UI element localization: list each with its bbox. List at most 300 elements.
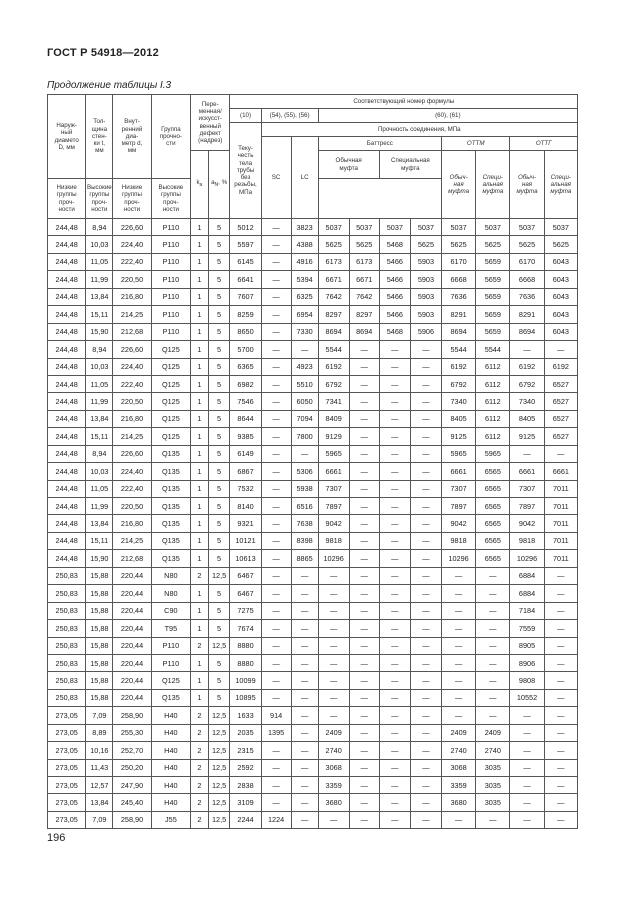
table-cell: 4916 <box>291 253 318 270</box>
table-cell: 244,48 <box>48 445 86 462</box>
table-cell: 914 <box>261 707 291 724</box>
table-cell: 8865 <box>291 550 318 567</box>
table-caption: Продолжение таблицы I.3 <box>47 80 172 91</box>
table-cell: 226,60 <box>113 445 151 462</box>
col-strength-group: Группа прочно- сти <box>151 95 190 179</box>
table-cell: — <box>318 620 349 637</box>
table-cell: 6661 <box>510 463 544 480</box>
table-cell: 1 <box>191 550 209 567</box>
table-cell: 9808 <box>510 672 544 689</box>
table-cell: 5965 <box>476 445 510 462</box>
table-cell: 2 <box>191 567 209 584</box>
table-cell: — <box>261 428 291 445</box>
table-row <box>48 742 578 759</box>
table-cell: 1 <box>191 428 209 445</box>
table-cell: 2740 <box>441 742 475 759</box>
table-cell: 9818 <box>441 532 475 549</box>
table-cell: 244,48 <box>48 393 86 410</box>
table-cell: 5 <box>208 219 230 236</box>
table-cell: — <box>261 375 291 392</box>
table-cell: 5 <box>208 236 230 253</box>
table-row <box>48 707 578 724</box>
table-cell: 6043 <box>544 306 577 323</box>
table-cell: 8650 <box>230 323 261 340</box>
table-cell: — <box>410 393 441 410</box>
table-row <box>48 777 578 794</box>
table-cell: 2740 <box>476 742 510 759</box>
table-cell: 9042 <box>441 515 475 532</box>
table-cell: 6954 <box>291 306 318 323</box>
table-cell: 1 <box>191 271 209 288</box>
table-cell: 5 <box>208 550 230 567</box>
table-cell: 6173 <box>318 253 349 270</box>
table-row <box>48 637 578 654</box>
table-cell: 10613 <box>230 550 261 567</box>
table-cell: 11,05 <box>86 375 113 392</box>
table-cell: — <box>379 341 410 358</box>
table-cell: — <box>318 811 349 828</box>
table-cell: 5510 <box>291 375 318 392</box>
table-cell: 10099 <box>230 672 261 689</box>
table-cell: — <box>441 585 475 602</box>
table-cell: — <box>379 445 410 462</box>
table-cell: 244,48 <box>48 271 86 288</box>
table-cell: 6671 <box>349 271 379 288</box>
table-cell: 3823 <box>291 219 318 236</box>
table-cell: — <box>261 410 291 427</box>
table-cell: 7638 <box>291 515 318 532</box>
table-cell: 6641 <box>230 271 261 288</box>
table-cell: P110 <box>151 323 190 340</box>
table-cell: 6668 <box>441 271 475 288</box>
table-cell: 6043 <box>544 288 577 305</box>
table-cell: — <box>261 672 291 689</box>
table-row <box>48 550 578 567</box>
table-cell: — <box>349 759 379 776</box>
col-high-special: Высокие группы проч- ности <box>151 179 190 219</box>
table-cell: — <box>410 759 441 776</box>
table-cell: 9321 <box>230 515 261 532</box>
table-cell: 5965 <box>441 445 475 462</box>
table-row <box>48 341 578 358</box>
table-cell: 7330 <box>291 323 318 340</box>
table-cell: 216,80 <box>113 515 151 532</box>
table-cell: — <box>410 375 441 392</box>
table-cell: 8905 <box>510 637 544 654</box>
table-cell: 7636 <box>510 288 544 305</box>
table-cell: — <box>349 550 379 567</box>
table-cell: 244,48 <box>48 253 86 270</box>
table-cell: 258,90 <box>113 811 151 828</box>
table-cell: J55 <box>151 811 190 828</box>
table-cell: P110 <box>151 654 190 671</box>
table-row <box>48 794 578 811</box>
table-cell: 5 <box>208 654 230 671</box>
table-cell: — <box>410 724 441 741</box>
table-cell: Q135 <box>151 445 190 462</box>
table-cell: — <box>544 445 577 462</box>
table-cell: — <box>476 567 510 584</box>
table-cell: 2315 <box>230 742 261 759</box>
table-cell: 7800 <box>291 428 318 445</box>
table-cell: 244,48 <box>48 358 86 375</box>
table-cell: — <box>349 358 379 375</box>
table-cell: — <box>318 637 349 654</box>
table-cell: 5625 <box>510 236 544 253</box>
table-cell: 6043 <box>544 253 577 270</box>
table-cell: P110 <box>151 236 190 253</box>
table-cell: — <box>291 654 318 671</box>
table-cell: — <box>544 620 577 637</box>
document-header: ГОСТ Р 54918—2012 <box>47 47 159 59</box>
table-cell: — <box>261 253 291 270</box>
table-cell: — <box>544 585 577 602</box>
table-cell: 8259 <box>230 306 261 323</box>
table-cell: 7636 <box>441 288 475 305</box>
table-cell: — <box>476 811 510 828</box>
table-cell: 1 <box>191 323 209 340</box>
table-cell: P110 <box>151 253 190 270</box>
table-cell: 5466 <box>379 306 410 323</box>
table-cell: — <box>410 550 441 567</box>
table-cell: Q135 <box>151 532 190 549</box>
table-row <box>48 323 578 340</box>
table-cell: 6565 <box>476 550 510 567</box>
table-cell: 6661 <box>441 463 475 480</box>
table-cell: 222,40 <box>113 253 151 270</box>
table-row <box>48 759 578 776</box>
table-cell: 1 <box>191 410 209 427</box>
table-row <box>48 271 578 288</box>
table-cell: — <box>510 341 544 358</box>
table-cell: — <box>441 654 475 671</box>
table-cell: — <box>410 410 441 427</box>
table-cell: 6050 <box>291 393 318 410</box>
table-cell: 13,84 <box>86 288 113 305</box>
table-cell: — <box>349 620 379 637</box>
table-cell: — <box>476 707 510 724</box>
table-cell: 220,50 <box>113 498 151 515</box>
table-cell: — <box>318 654 349 671</box>
table-cell: 15,88 <box>86 567 113 584</box>
table-cell: — <box>510 742 544 759</box>
table-cell: — <box>476 689 510 706</box>
table-cell: — <box>261 637 291 654</box>
table-cell: — <box>291 811 318 828</box>
table-cell: P110 <box>151 637 190 654</box>
table-cell: — <box>261 288 291 305</box>
table-cell: 5 <box>208 480 230 497</box>
table-cell: 3035 <box>476 759 510 776</box>
table-cell: H40 <box>151 724 190 741</box>
table-cell: — <box>349 341 379 358</box>
table-cell: — <box>379 550 410 567</box>
table-cell: 7897 <box>510 498 544 515</box>
table-cell: — <box>261 445 291 462</box>
table-cell: — <box>349 375 379 392</box>
table-cell: 1 <box>191 219 209 236</box>
table-cell: 12,5 <box>208 637 230 654</box>
table-cell: 5037 <box>441 219 475 236</box>
table-cell: — <box>379 567 410 584</box>
table-cell: — <box>379 375 410 392</box>
table-cell: 5394 <box>291 271 318 288</box>
table-cell: 5906 <box>410 323 441 340</box>
table-cell: 273,05 <box>48 794 86 811</box>
table-cell: 1 <box>191 654 209 671</box>
table-cell: 214,25 <box>113 532 151 549</box>
table-cell: 6145 <box>230 253 261 270</box>
table-cell: 13,84 <box>86 515 113 532</box>
formula-header: Соответствующий номер формулы <box>230 95 578 109</box>
table-cell: 250,83 <box>48 567 86 584</box>
table-cell: 7532 <box>230 480 261 497</box>
table-cell: 5903 <box>410 271 441 288</box>
strength-header: Прочность соединения, МПа <box>261 123 577 137</box>
table-cell: — <box>410 794 441 811</box>
table-cell: 220,44 <box>113 689 151 706</box>
table-cell: 5 <box>208 602 230 619</box>
table-cell: 13,84 <box>86 410 113 427</box>
table-cell: — <box>379 689 410 706</box>
table-cell: 12,5 <box>208 724 230 741</box>
table-cell: 220,44 <box>113 567 151 584</box>
table-cell: 1 <box>191 306 209 323</box>
table-cell: 8694 <box>510 323 544 340</box>
table-cell: — <box>410 480 441 497</box>
table-cell: 1 <box>191 463 209 480</box>
table-cell: 9129 <box>318 428 349 445</box>
table-row <box>48 480 578 497</box>
table-cell: 12,5 <box>208 777 230 794</box>
table-cell: 15,11 <box>86 306 113 323</box>
table-cell: — <box>261 358 291 375</box>
table-cell: — <box>441 602 475 619</box>
table-cell: 7607 <box>230 288 261 305</box>
table-cell: 11,99 <box>86 498 113 515</box>
table-cell: — <box>410 445 441 462</box>
col-ottg-special: Специ- альная муфта <box>544 151 577 219</box>
table-cell: 7307 <box>441 480 475 497</box>
table-cell: — <box>544 724 577 741</box>
table-cell: 5 <box>208 253 230 270</box>
table-cell: 7642 <box>318 288 349 305</box>
table-cell: 15,88 <box>86 637 113 654</box>
table-cell: 220,44 <box>113 620 151 637</box>
table-cell: H40 <box>151 777 190 794</box>
table-cell: 15,88 <box>86 602 113 619</box>
table-cell: — <box>379 602 410 619</box>
table-cell: 244,48 <box>48 375 86 392</box>
table-cell: 15,88 <box>86 585 113 602</box>
table-cell: — <box>318 602 349 619</box>
table-cell: — <box>261 341 291 358</box>
table-cell: 6565 <box>476 498 510 515</box>
table-cell: — <box>441 689 475 706</box>
table-cell: 245,40 <box>113 794 151 811</box>
table-cell: 4388 <box>291 236 318 253</box>
table-cell: — <box>441 637 475 654</box>
table-cell: 7011 <box>544 532 577 549</box>
table-row <box>48 602 578 619</box>
table-cell: 2 <box>191 794 209 811</box>
table-cell: 1 <box>191 585 209 602</box>
table-cell: 214,25 <box>113 428 151 445</box>
col-low-normal: Низкие группы проч- ности <box>48 179 86 219</box>
table-cell: — <box>318 672 349 689</box>
table-cell: — <box>291 567 318 584</box>
table-cell: — <box>379 724 410 741</box>
table-cell: 5037 <box>476 219 510 236</box>
table-cell: 9042 <box>318 515 349 532</box>
table-cell: — <box>410 498 441 515</box>
table-cell: — <box>349 724 379 741</box>
table-cell: 1633 <box>230 707 261 724</box>
table-row <box>48 672 578 689</box>
col-lc: LC <box>291 137 318 219</box>
table-cell: — <box>410 602 441 619</box>
table-cell: 6173 <box>349 253 379 270</box>
col-high-normal: Высокие группы проч- ности <box>86 179 113 219</box>
table-cell: 1 <box>191 689 209 706</box>
table-cell: — <box>261 515 291 532</box>
table-cell: 247,90 <box>113 777 151 794</box>
table-cell: 3068 <box>441 759 475 776</box>
table-cell: 11,05 <box>86 480 113 497</box>
table-cell: 2035 <box>230 724 261 741</box>
table-cell: 11,05 <box>86 253 113 270</box>
table-cell: — <box>261 794 291 811</box>
table-cell: — <box>261 689 291 706</box>
table-cell: 5 <box>208 271 230 288</box>
table-cell: — <box>349 794 379 811</box>
table-cell: — <box>291 672 318 689</box>
formula-60-61: (60), (61) <box>318 109 577 123</box>
table-cell: 5 <box>208 410 230 427</box>
table-cell: — <box>379 585 410 602</box>
table-cell: — <box>544 341 577 358</box>
col-sc: SC <box>261 137 291 219</box>
table-cell: 5659 <box>476 288 510 305</box>
table-cell: 10,16 <box>86 742 113 759</box>
table-cell: 5544 <box>318 341 349 358</box>
table-cell: 7674 <box>230 620 261 637</box>
table-row <box>48 585 578 602</box>
table-cell: — <box>261 777 291 794</box>
table-cell: 6565 <box>476 532 510 549</box>
table-cell: 6565 <box>476 463 510 480</box>
table-cell: 5466 <box>379 253 410 270</box>
formula-54-56: (54), (55), (56) <box>261 109 318 123</box>
table-cell: — <box>291 707 318 724</box>
table-cell: Q135 <box>151 480 190 497</box>
table-cell: — <box>410 811 441 828</box>
table-cell: 6527 <box>544 393 577 410</box>
table-cell: — <box>379 672 410 689</box>
table-cell: 2409 <box>441 724 475 741</box>
col-outer-diameter: Наруж- ный диамето D, мм <box>48 95 86 179</box>
table-cell: 3035 <box>476 777 510 794</box>
table-cell: 250,83 <box>48 672 86 689</box>
table-cell: 9818 <box>510 532 544 549</box>
table-cell: — <box>349 689 379 706</box>
table-cell: 6192 <box>544 358 577 375</box>
table-cell: — <box>410 515 441 532</box>
table-cell: 8398 <box>291 532 318 549</box>
table-cell: — <box>261 585 291 602</box>
table-cell: — <box>379 410 410 427</box>
table-cell: 6527 <box>544 410 577 427</box>
table-cell: 6043 <box>544 271 577 288</box>
table-cell: 220,50 <box>113 271 151 288</box>
table-cell: 2 <box>191 759 209 776</box>
col-defect: Пере- менная/ искусст- венный дефект (надрез) <box>191 95 230 151</box>
table-cell: — <box>291 602 318 619</box>
table-cell: 5597 <box>230 236 261 253</box>
table-cell: 1 <box>191 236 209 253</box>
table-cell: 15,88 <box>86 672 113 689</box>
table-cell: 222,40 <box>113 480 151 497</box>
table-cell: — <box>349 463 379 480</box>
table-cell: 6192 <box>510 358 544 375</box>
table-cell: 6325 <box>291 288 318 305</box>
table-cell: N80 <box>151 585 190 602</box>
table-cell: 5466 <box>379 271 410 288</box>
table-cell: — <box>544 742 577 759</box>
table-cell: P110 <box>151 288 190 305</box>
table-cell: — <box>261 498 291 515</box>
table-cell: 15,11 <box>86 532 113 549</box>
table-cell: P110 <box>151 306 190 323</box>
table-cell: 250,20 <box>113 759 151 776</box>
table-cell: 250,83 <box>48 689 86 706</box>
table-cell: 8,94 <box>86 341 113 358</box>
table-cell: — <box>291 585 318 602</box>
table-cell: — <box>379 620 410 637</box>
col-ottg: ОТТГ <box>510 137 578 151</box>
table-cell: — <box>261 219 291 236</box>
table-cell: 5544 <box>441 341 475 358</box>
table-cell: 5 <box>208 672 230 689</box>
table-cell: 244,48 <box>48 480 86 497</box>
table-cell: P110 <box>151 271 190 288</box>
table-cell: — <box>410 777 441 794</box>
table-cell: 5903 <box>410 288 441 305</box>
table-cell: 10296 <box>441 550 475 567</box>
table-cell: — <box>410 341 441 358</box>
table-cell: — <box>476 654 510 671</box>
table-cell: — <box>379 777 410 794</box>
table-cell: — <box>318 707 349 724</box>
table-cell: 9125 <box>441 428 475 445</box>
table-cell: — <box>349 811 379 828</box>
table-cell: 8644 <box>230 410 261 427</box>
table-cell: — <box>379 794 410 811</box>
table-cell: 5037 <box>410 219 441 236</box>
table-cell: 1 <box>191 393 209 410</box>
table-cell: 250,83 <box>48 602 86 619</box>
table-cell: 11,99 <box>86 271 113 288</box>
table-cell: 8880 <box>230 637 261 654</box>
table-cell: 2838 <box>230 777 261 794</box>
col-ottm: ОТТМ <box>441 137 509 151</box>
table-cell: 1 <box>191 515 209 532</box>
table-cell: — <box>261 532 291 549</box>
table-cell: 220,44 <box>113 585 151 602</box>
table-cell: — <box>410 654 441 671</box>
table-cell: 6467 <box>230 567 261 584</box>
table-cell: 5903 <box>410 253 441 270</box>
